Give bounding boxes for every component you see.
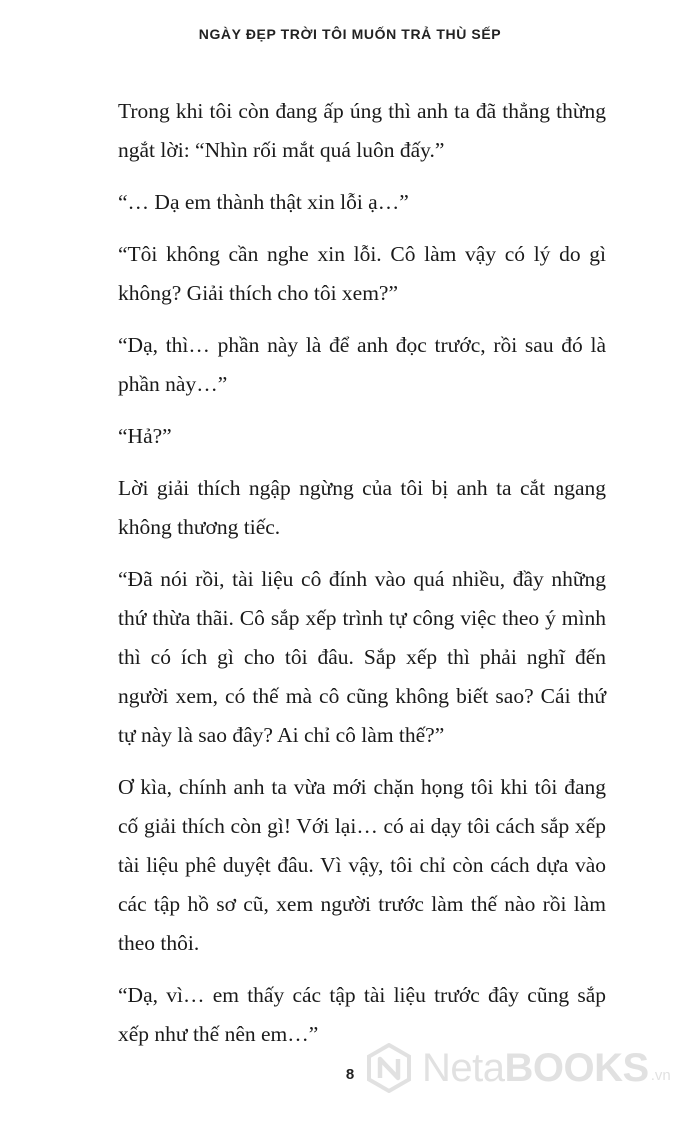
page-number: 8 (345, 1066, 355, 1083)
paragraph-3: “Tôi không cần nghe xin lỗi. Cô làm vậy có lý do gì không? Giải thích cho tôi xem?” (118, 242, 606, 305)
watermark-brand-part2: BOOKS (504, 1045, 649, 1090)
running-title: NGÀY ĐẸP TRỜI TÔI MUỐN TRẢ THÙ SẾP (198, 26, 502, 42)
watermark-brand-part1: Neta (422, 1045, 505, 1090)
paragraph-5: “Hả?” (118, 424, 172, 448)
paragraph-7: “Đã nói rồi, tài liệu cô đính vào quá nhiều, đầy những thứ thừa thãi. Cô sắp xếp trình tự công việc theo ý mình thì có ích gì cho tôi đâu. Sắp xếp thì phải nghĩ đến người xem, có thế mà cô cũng không biết sao? Cái thứ tự này là sao đây? Ai chỉ cô làm thế?” (118, 567, 606, 747)
watermark-brand (422, 1046, 649, 1091)
paragraph-4: “Dạ, thì… phần này là để anh đọc trước, rồi sau đó là phần này…” (118, 333, 606, 396)
watermark-suffix: .vn (650, 1067, 671, 1084)
paragraph-8: Ơ kìa, chính anh ta vừa mới chặn họng tôi khi tôi đang cố giải thích còn gì! Với lại… có ai dạy tôi cách sắp xếp tài liệu phê duyệt đâu. Vì vậy, tôi chỉ còn cách dựa vào các tập hồ sơ cũ, xem người trước làm thế nào rồi làm theo thôi. (118, 775, 606, 955)
netabooks-logo-icon (364, 1043, 414, 1093)
paragraph-9: “Dạ, vì… em thấy các tập tài liệu trước đây cũng sắp xếp như thế nên em…” (118, 983, 606, 1046)
paragraph-2: “… Dạ em thành thật xin lỗi ạ…” (118, 190, 409, 214)
body-text (118, 92, 606, 1067)
paragraph-6: Lời giải thích ngập ngừng của tôi bị anh ta cắt ngang không thương tiếc. (118, 476, 606, 539)
paragraph-1: Trong khi tôi còn đang ấp úng thì anh ta đã thẳng thừng ngắt lời: “Nhìn rối mắt quá luôn đấy.” (118, 99, 606, 162)
watermark (364, 1038, 671, 1098)
